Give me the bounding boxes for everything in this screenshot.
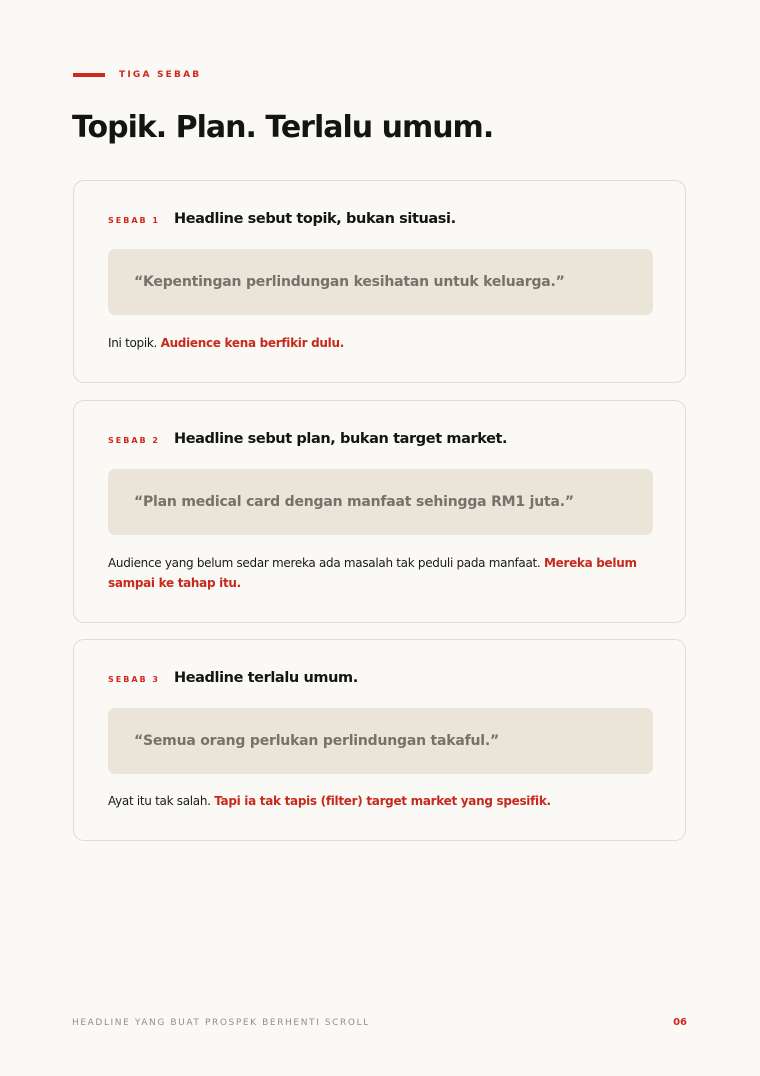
- quote-box: [108, 469, 653, 535]
- reason-tag: SEBAB 2: [108, 436, 160, 445]
- reason-note: [108, 553, 653, 593]
- reason-tag: SEBAB 1: [108, 216, 160, 225]
- footer-document-title: HEADLINE YANG BUAT PROSPEK BERHENTI SCROLL: [72, 1018, 370, 1028]
- note-highlight: Mereka belum sampai ke tahap itu.: [108, 556, 637, 590]
- quote-text: “Semua orang perlukan perlindungan takaful.”: [134, 733, 499, 749]
- quote-text: “Plan medical card dengan manfaat sehingga RM1 juta.”: [134, 494, 574, 510]
- note-text: Audience yang belum sedar mereka ada masalah tak peduli pada manfaat.: [108, 556, 541, 570]
- reason-title: Headline sebut topik, bukan situasi.: [173, 211, 456, 227]
- note-highlight: Tapi ia tak tapis (filter) target market yang spesifik.: [214, 794, 551, 808]
- footer-page-number: 06: [673, 1017, 687, 1028]
- quote-text: “Kepentingan perlindungan kesihatan untuk keluarga.”: [134, 274, 565, 290]
- reason-note: [108, 791, 653, 811]
- quote-box: [108, 249, 653, 315]
- eyebrow-label: TIGA SEBAB: [119, 70, 202, 80]
- eyebrow-accent-bar: [73, 73, 105, 77]
- page-title: Topik. Plan. Terlalu umum.: [72, 110, 494, 145]
- reason-title: Headline terlalu umum.: [173, 670, 358, 686]
- reason-tag: SEBAB 3: [108, 675, 160, 684]
- note-text: Ini topik.: [108, 336, 158, 350]
- reason-card-1: [73, 180, 686, 383]
- reason-title: Headline sebut plan, bukan target market.: [173, 431, 508, 447]
- reason-note: [108, 333, 653, 353]
- reason-card-3: [73, 639, 686, 841]
- card-header: [108, 211, 456, 227]
- card-header: [108, 431, 507, 447]
- reason-card-2: [73, 400, 686, 623]
- quote-box: [108, 708, 653, 774]
- section-eyebrow: [73, 70, 201, 80]
- card-header: [108, 670, 358, 686]
- note-text: Ayat itu tak salah.: [108, 794, 211, 808]
- note-highlight: Audience kena berfikir dulu.: [160, 336, 344, 350]
